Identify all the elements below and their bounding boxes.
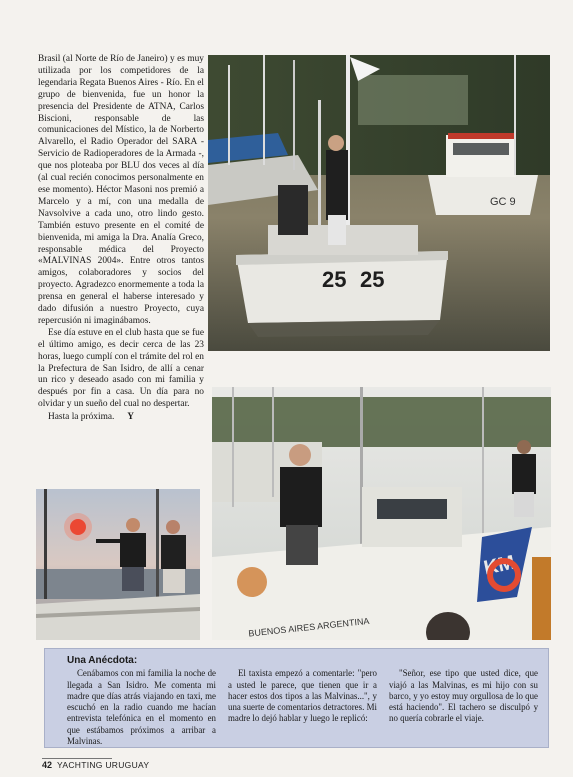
photo-crew-on-deck bbox=[212, 387, 551, 640]
article-paragraph-2: Ese día estuve en el club hasta que se fue el último amigo, es decir cerca de las 23 horas, luego cumplí con el trámite del rol en la Prefectura de San Isidro, de allí a cenar un rico y deseado asado con mi familia y después por fin a casa. Un día para no olvidar y un sueño del cual no despertar. bbox=[38, 327, 204, 410]
sign-off-mark: Y bbox=[127, 411, 133, 422]
article-closing bbox=[38, 411, 204, 424]
article-text-column bbox=[38, 54, 204, 424]
anecdote-box bbox=[44, 648, 549, 748]
anecdote-columns bbox=[67, 668, 538, 747]
page-footer bbox=[42, 760, 149, 770]
hull-number-left: 25 bbox=[322, 267, 347, 292]
hull-number-right: 25 bbox=[360, 267, 385, 292]
magazine-name: YACHTING URUGUAY bbox=[57, 760, 150, 770]
anecdote-title: Una Anécdota: bbox=[67, 655, 138, 666]
anecdote-text-3: "Señor, ese tipo que usted dice, que viajó a las Malvinas, es mi hijo con su barco, y yo estoy muy orgullosa de lo que está haciendo". El tachero se disculpó y no quería cobrarle el viaje. bbox=[389, 668, 538, 724]
footer-rule bbox=[42, 758, 112, 759]
svg-text:KM: KM bbox=[481, 551, 517, 580]
photo-sailboat-arrival bbox=[208, 55, 550, 351]
photo-crew-sunset bbox=[36, 489, 200, 640]
anecdote-column-2 bbox=[228, 668, 377, 747]
anecdote-text-2: El taxista empezó a comentarle: "pero a usted le parece, que tienen que ir a hacer estos dos tipos a las Malvinas...", y una suerte de comentarios detractores. Mi madre lo dejó hablar y luego le replicó: bbox=[228, 668, 377, 724]
anecdote-text-1: Cenábamos con mi familia la noche de llegada a San Isidro. Me comenta mi madre que días atrás viajando en taxi, me escuchó en la radio cuando me hacían entrevista telefónica en el momento en que estábamos próximos a arribar a Malvinas. bbox=[67, 668, 216, 747]
anecdote-column-1 bbox=[67, 668, 216, 747]
anecdote-column-3 bbox=[389, 668, 538, 747]
page-number: 42 bbox=[42, 760, 53, 770]
closing-text: Hasta la próxima. bbox=[48, 412, 115, 423]
article-paragraph-1: Brasil (al Norte de Río de Janeiro) y es muy utilizada por los competidores de la legendaria Regata Buenos Aires - Río. En el grupo de bienvenida, fue un honor la presencia del Presidente de ATNA, Carlos Biscioni, responsable de las comunicaciones del Místico, la de Norberto Alvarello, el Radio Operador del SARA - Servicio de Radioperadores de la Armada -, que nos ploteaba por BLU dos veces al día (al cual recién conocimos personalmente en ese momento). Héctor Masoni nos premió a Marcelo y a mí, con una medalla de Navsolvive a cada uno, otro lindo gesto. También estuvo presente en el comité de bienvenida, mi amiga la Dra. Analía Greco, responsable médica del Proyecto «MALVINAS 2004». Entre otros tantos amigos, colaboradores y socios del proyecto. Agradezco enormemente a toda la prensa en general el haberse interesado y dado difusión a nuestro Proyecto, cuya repercusión ni imaginábamos. bbox=[38, 54, 204, 326]
other-boat-number: GC 9 bbox=[490, 196, 516, 208]
hull-banner-text: BUENOS AIRES ARGENTINA bbox=[247, 615, 370, 639]
